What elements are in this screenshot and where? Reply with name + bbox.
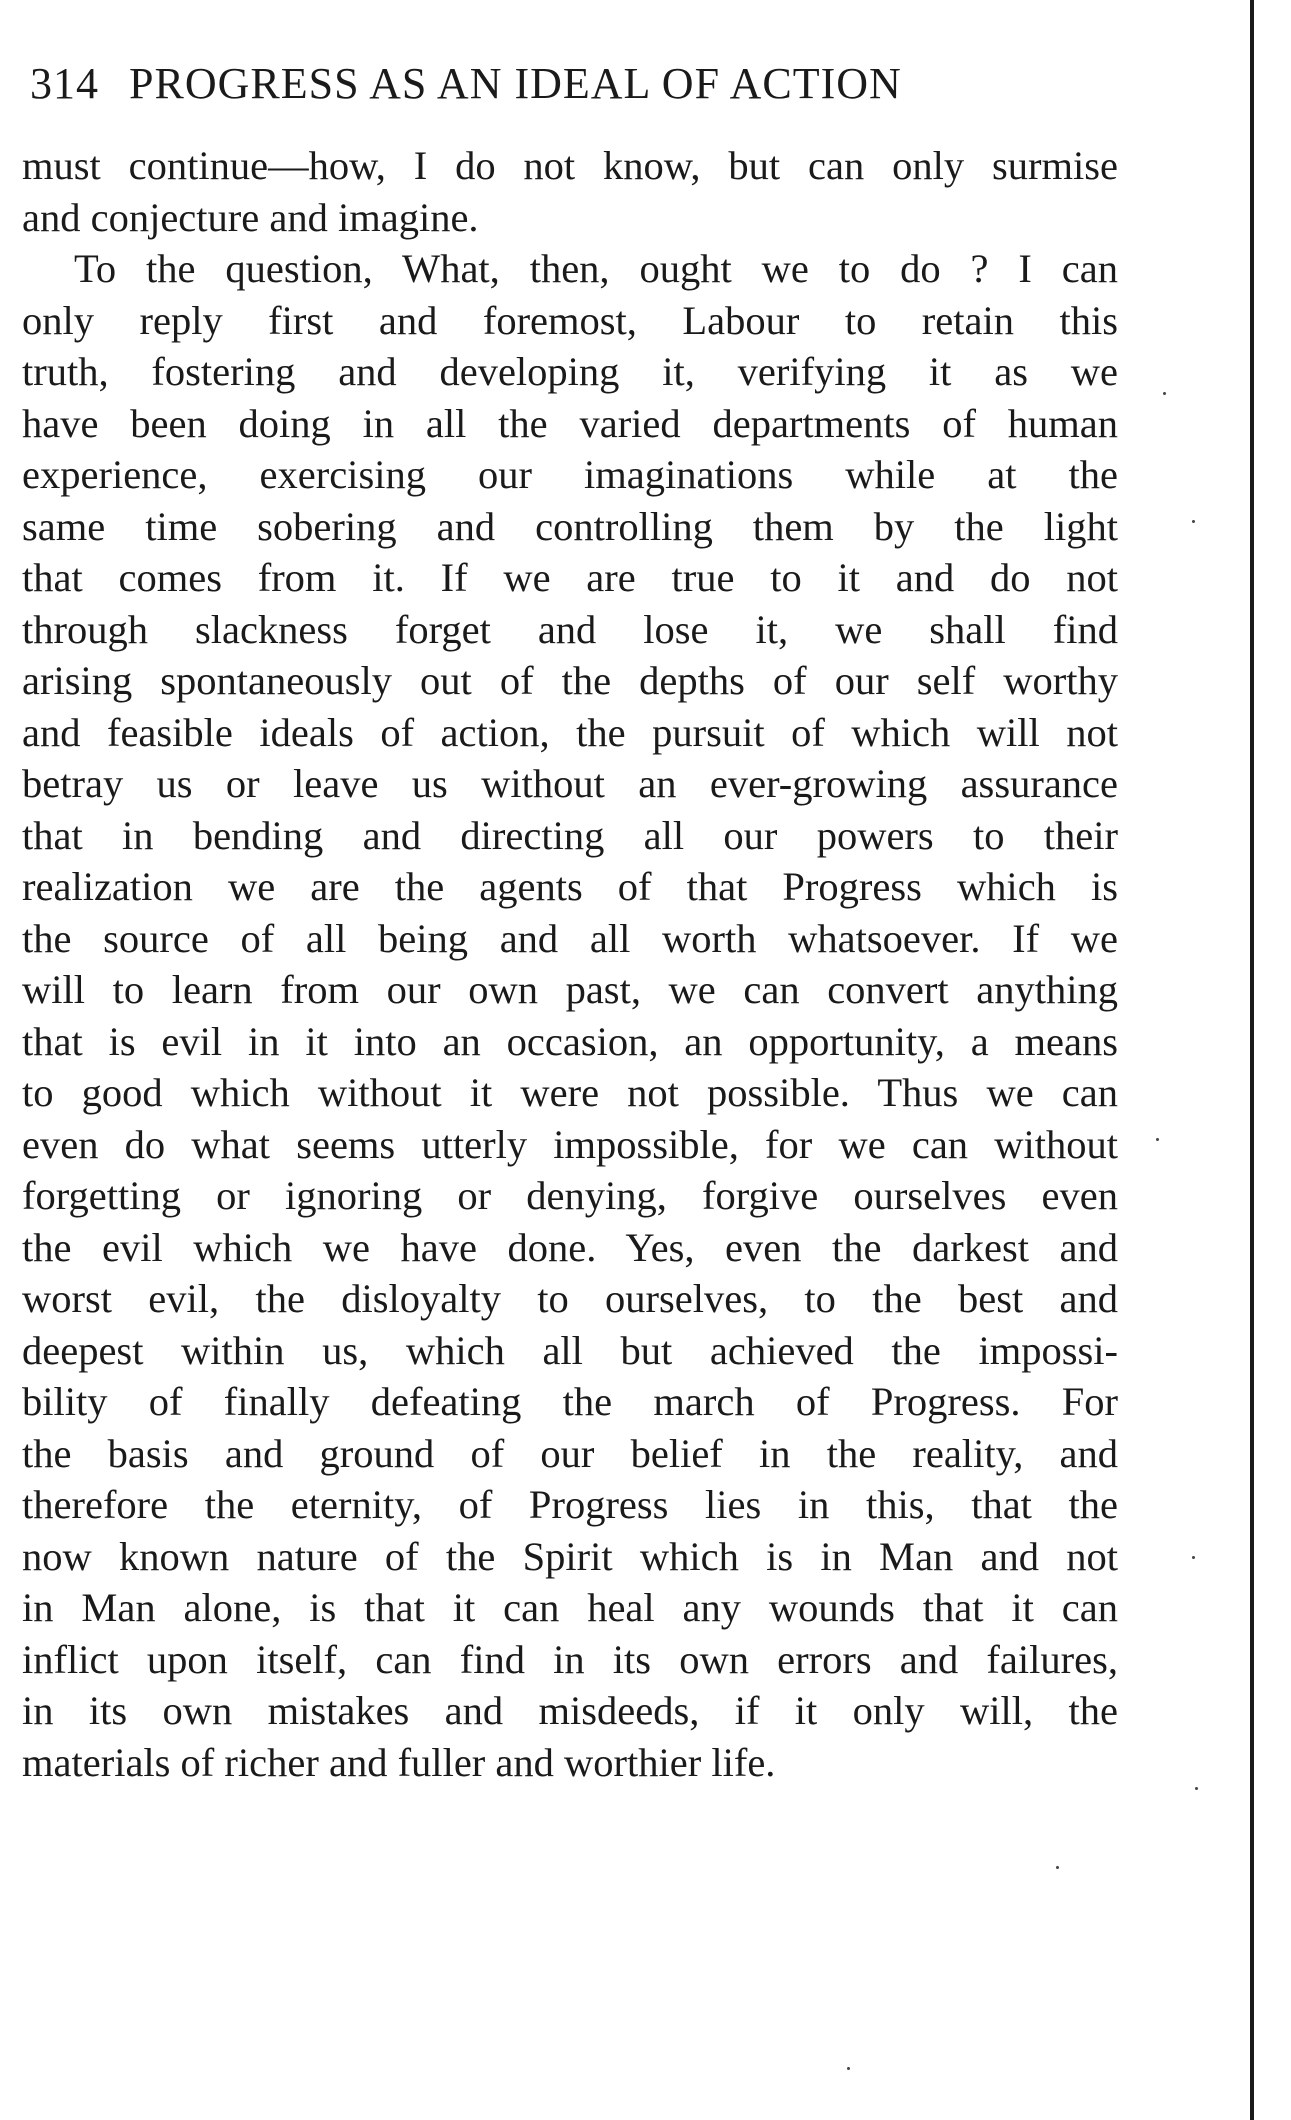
scan-speck <box>847 2067 850 2070</box>
text-line: inflict upon itself, can find in its own errors and failures, <box>22 1636 1118 1682</box>
scan-speck <box>1156 1138 1159 1141</box>
text-line: materials of richer and fuller and worthier life. <box>22 1739 776 1785</box>
text-line: the source of all being and all worth whatsoever. If we <box>22 915 1118 961</box>
text-line: arising spontaneously out of the depths of our self worthy <box>22 658 1118 703</box>
text-line: in Man alone, is that it can heal any wounds that it can <box>22 1585 1118 1630</box>
text-line: that comes from it. If we are true to it and do not <box>22 555 1118 600</box>
text-line: only reply first and foremost, Labour to retain this <box>22 297 1118 343</box>
text-line: the evil which we have done. Yes, even the darkest and <box>22 1224 1118 1270</box>
text-line: in its own mistakes and misdeeds, if it only will, the <box>22 1688 1118 1733</box>
text-line: bility of finally defeating the march of Progress. For <box>22 1379 1118 1424</box>
scan-speck <box>1195 1787 1198 1790</box>
text-line: that in bending and directing all our powers to their <box>22 812 1118 858</box>
text-line: deepest within us, which all but achieved the impossi- <box>22 1327 1118 1373</box>
text-line: will to learn from our own past, we can convert anything <box>22 967 1118 1012</box>
text-line: same time sobering and controlling them by the light <box>22 503 1118 549</box>
text-line: forgetting or ignoring or denying, forgive ourselves even <box>22 1173 1118 1218</box>
text-line: To the question, What, then, ought we to do ? I can <box>74 246 1118 291</box>
text-line: now known nature of the Spirit which is in Man and not <box>22 1533 1118 1579</box>
page-number: 314 <box>30 59 99 108</box>
text-line: even do what seems utterly impossible, for we can without <box>22 1121 1118 1167</box>
text-line: betray us or leave us without an ever-growing assurance <box>22 761 1118 806</box>
running-head <box>30 58 902 109</box>
text-line: have been doing in all the varied departments of human <box>22 400 1118 446</box>
binding-edge-rule <box>1250 0 1254 2120</box>
text-line: realization we are the agents of that Progress which is <box>22 864 1118 909</box>
text-line: to good which without it were not possible. Thus we can <box>22 1070 1118 1115</box>
scan-speck <box>1192 1556 1195 1559</box>
text-line: must continue—how, I do not know, but can only surmise <box>22 143 1118 188</box>
text-line: truth, fostering and developing it, verifying it as we <box>22 349 1118 394</box>
text-line: and feasible ideals of action, the pursuit of which will not <box>22 709 1118 755</box>
scan-speck <box>1163 392 1166 395</box>
body-text <box>22 140 1118 1788</box>
text-line: through slackness forget and lose it, we shall find <box>22 606 1118 652</box>
text-line: experience, exercising our imaginations while at the <box>22 452 1118 497</box>
text-line: worst evil, the disloyalty to ourselves, to the best and <box>22 1276 1118 1321</box>
text-line: and conjecture and imagine. <box>22 194 479 240</box>
scan-speck <box>1056 1866 1059 1869</box>
text-line: the basis and ground of our belief in the reality, and <box>22 1430 1118 1476</box>
running-title: PROGRESS AS AN IDEAL OF ACTION <box>129 59 902 108</box>
text-line: that is evil in it into an occasion, an opportunity, a means <box>22 1018 1118 1064</box>
scan-speck <box>1192 520 1195 523</box>
text-line: therefore the eternity, of Progress lies in this, that the <box>22 1482 1118 1527</box>
